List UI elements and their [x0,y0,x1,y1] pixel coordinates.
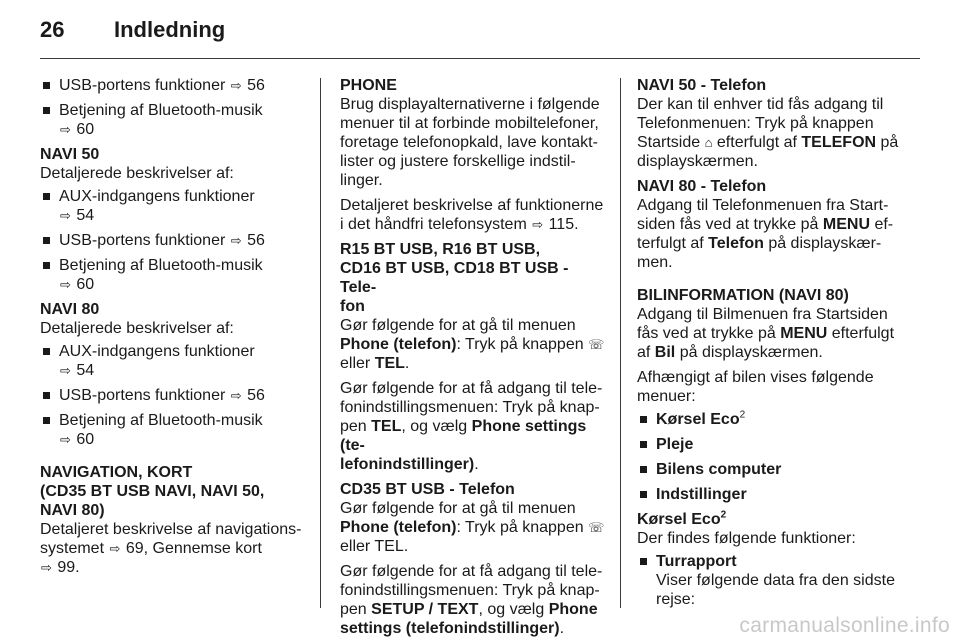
ref-arrow-icon: ⇨ [60,432,71,447]
korsel-list [637,552,905,571]
ref-arrow-icon: ⇨ [60,122,71,137]
korsel-item-text: Viser følgende data fra den sidste rejse: [656,572,895,608]
page-ref-link[interactable]: 60 [76,276,95,293]
page-ref-link[interactable]: 60 [76,121,95,138]
section-heading-navigation: NAVIGATION, KORT (CD35 BT USB NAVI, NAVI 50, NAVI 80) [40,464,265,519]
section-heading-bilinformation: BILINFORMATION (NAVI 80) [637,287,849,304]
bullet-icon [43,262,50,269]
bullet-icon [43,107,50,114]
ref-arrow-icon: ⇨ [60,277,71,292]
bilinfo-menu-list [637,410,905,504]
korsel-intro: Der findes følgende funktioner: [637,530,856,547]
ref-arrow-icon: ⇨ [230,388,242,403]
phone-paragraph-2: Detaljeret beskrivelse af funktionerne i det håndfri telefonsystem ⇨ 115. [340,197,604,233]
page-ref-link[interactable]: 69 [125,540,144,557]
section-heading-r15: R15 BT USB, R16 BT USB, CD16 BT USB, CD18 BT USB - Tele- fon [340,241,569,315]
cd35-paragraph-1: Gør følgende for at gå til menuen Phone (telefon): Tryk på knappen ☏ eller TEL. [340,500,605,555]
section-heading-korsel-eco: Kørsel Eco$^2$ [637,509,727,528]
list-item: Kørsel Eco$^2$ [637,410,905,429]
bullet-icon [43,417,50,424]
navi80-list [40,342,308,449]
ref-arrow-icon: ⇨ [60,208,71,223]
phone-icon: ☏ [588,520,605,535]
page-ref-link[interactable]: 56 [247,387,265,404]
list-item: Pleje [637,435,905,454]
list-item: Betjening af Bluetooth-musik ⇨ 60 [40,256,308,294]
list-item: USB-portens funktioner ⇨ 56 [40,386,308,405]
column-divider-2 [620,78,621,608]
section-heading-phone: PHONE [340,77,397,94]
navigation-text: Detaljeret beskrivelse af navigations- systemet ⇨ 69, Gennemse kort ⇨ 99. [40,521,302,576]
list-item: Bilens computer [637,460,905,479]
r15-paragraph-1: Gør følgende for at gå til menuen Phone (telefon): Tryk på knappen ☏ eller TEL. [340,317,605,372]
column-2 [340,76,606,638]
column-3 [637,76,905,609]
phone-paragraph-1: Brug displayalternativerne i følgende menuer til at forbinde mobiltelefoner, foretage telefonopkald, lave kontakt- lister og justere forskellige indstil- linger. [340,96,600,189]
page-ref-link[interactable]: 56 [247,232,265,249]
list-item: USB-portens funktioner ⇨ 56 [40,76,308,95]
page-number: 26 [40,17,65,42]
page-ref-link[interactable]: 54 [76,362,95,379]
top-list [40,76,308,139]
ref-arrow-icon: ⇨ [532,217,544,232]
bullet-icon [640,558,647,565]
bullet-icon [43,237,50,244]
list-item: Indstillinger [637,485,905,504]
list-item: AUX-indgangens funktioner ⇨ 54 [40,187,308,225]
home-icon: ⌂ [704,135,713,150]
r15-paragraph-2: Gør følgende for at få adgang til tele- fonindstillingsmenuen: Tryk på knap- pen TEL, og vælg Phone settings (te- lefonindstillinger). [340,380,603,473]
section-heading-navi80: NAVI 80 [40,301,100,318]
page-ref-link[interactable]: 56 [247,77,265,94]
section-heading-navi50-telefon: NAVI 50 - Telefon [637,77,767,94]
ref-arrow-icon: ⇨ [109,541,121,556]
bullet-icon [43,348,50,355]
list-item: USB-portens funktioner ⇨ 56 [40,231,308,250]
list-item: Betjening af Bluetooth-musik ⇨ 60 [40,411,308,449]
page-title: Indledning [114,17,226,42]
page-ref-link[interactable]: 60 [76,431,95,448]
ref-arrow-icon: ⇨ [230,78,242,93]
section-heading-navi80-telefon: NAVI 80 - Telefon [637,178,767,195]
bullet-icon [640,491,647,498]
section-intro: Detaljerede beskrivelser af: [40,320,234,337]
section-heading-cd35: CD35 BT USB - Telefon [340,481,515,498]
navi80-telefon-text: Adgang til Telefonmenuen fra Start- siden fås ved at trykke på MENU ef- terfulgt af Telefon på displayskær- men. [637,197,894,271]
bullet-icon [43,193,50,200]
bilinfo-text-2: Afhængigt af bilen vises følgende menuer: [637,369,874,405]
navi50-telefon-text: Der kan til enhver tid fås adgang til Telefonmenuen: Tryk på knappen Startside ⌂ efterfulgt af TELEFON på displayskærmen. [637,96,899,170]
ref-arrow-icon: ⇨ [60,363,71,378]
column-1 [40,76,308,577]
watermark: carmanualsonline.info [739,614,950,637]
bullet-icon [640,466,647,473]
list-item: AUX-indgangens funktioner ⇨ 54 [40,342,308,380]
navi50-list [40,187,308,294]
section-heading-navi50: NAVI 50 [40,146,100,163]
list-item: Betjening af Bluetooth-musik ⇨ 60 [40,101,308,139]
column-divider-1 [320,78,321,608]
section-intro: Detaljerede beskrivelser af: [40,165,234,182]
bullet-icon [640,441,647,448]
phone-icon: ☏ [588,337,605,352]
bullet-icon [43,82,50,89]
list-item: Turrapport [637,552,905,571]
bullet-icon [43,392,50,399]
page-ref-link[interactable]: 54 [76,207,95,224]
bilinfo-text: Adgang til Bilmenuen fra Startsiden fås ved at trykke på MENU efterfulgt af Bil på displayskærmen. [637,306,895,361]
ref-arrow-icon: ⇨ [230,233,242,248]
bullet-icon [640,416,647,423]
page-ref-link[interactable]: 115 [548,216,575,233]
header-rule [40,58,920,59]
ref-arrow-icon: ⇨ [41,560,52,575]
page-ref-link[interactable]: 99 [57,559,76,576]
cd35-paragraph-2: Gør følgende for at få adgang til tele- fonindstillingsmenuen: Tryk på knap- pen SETUP / TEXT, og vælg Phone settings (telefonindstillinger). [340,563,603,637]
